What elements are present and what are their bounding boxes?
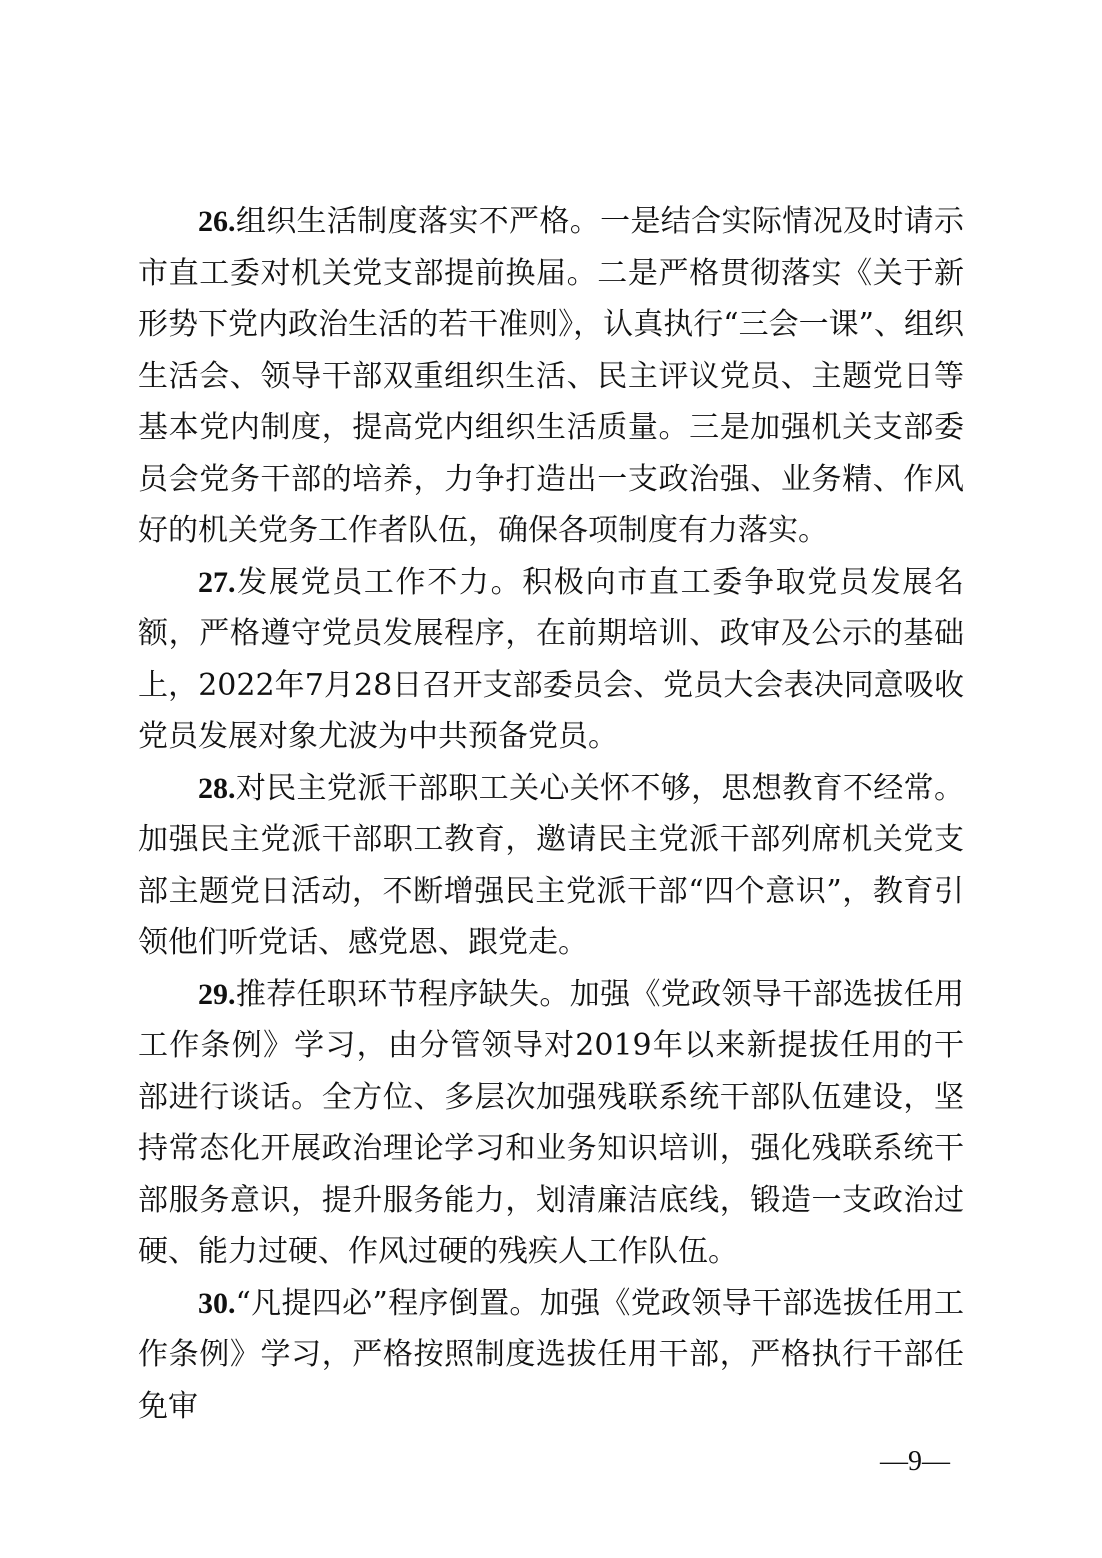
paragraph-29 — [138, 969, 964, 1278]
paragraph-text: 组织生活制度落实不严格。一是结合实际情况及时请示市直工委对机关党支部提前换届。二是严格贯彻落实《关于新形势下党内政治生活的若干准则》，认真执行“三会一课”、组织生活会、领导干部双重组织生活、民主评议党员、主题党日等基本党内制度，提高党内组织生活质量。三是加强机关支部委员会党务干部的培养，力争打造出一支政治强、业务精、作风好的机关党务工作者队伍，确保各项制度有力落实。 — [138, 204, 964, 548]
paragraph-text: 推荐任职环节程序缺失。加强《党政领导干部选拔任用工作条例》学习，由分管领导对2019年以来新提拔任用的干部进行谈话。全方位、多层次加强残联系统干部队伍建设，坚持常态化开展政治理论学习和业务知识培训，强化残联系统干部服务意识，提升服务能力，划清廉洁底线，锻造一支政治过硬、能力过硬、作风过硬的残疾人工作队伍。 — [138, 976, 964, 1269]
paragraph-28 — [138, 763, 964, 969]
item-number: 26. — [198, 205, 236, 238]
paragraph-30 — [138, 1278, 964, 1433]
paragraph-27 — [138, 557, 964, 763]
paragraph-text: “凡提四必”程序倒置。加强《党政领导干部选拔任用工作条例》学习，严格按照制度选拔任用干部，严格执行干部任免审 — [138, 1285, 964, 1424]
paragraph-text: 发展党员工作不力。积极向市直工委争取党员发展名额，严格遵守党员发展程序，在前期培训、政审及公示的基础上，2022年7月28日召开支部委员会、党员大会表决同意吸收党员发展对象尤波为中共预备党员。 — [138, 564, 964, 754]
item-number: 27. — [198, 565, 236, 599]
item-number: 30. — [198, 1286, 236, 1320]
paragraph-text: 对民主党派干部职工关心关怀不够，思想教育不经常。加强民主党派干部职工教育，邀请民主党派干部列席机关党支部主题党日活动，不断增强民主党派干部“四个意识”，教育引领他们听党话、感党恩、跟党走。 — [138, 770, 964, 960]
document-body — [138, 196, 964, 1432]
page-number: —9— — [880, 1446, 950, 1477]
item-number: 28. — [198, 771, 236, 805]
item-number: 29. — [198, 977, 236, 1011]
paragraph-26 — [138, 196, 964, 557]
